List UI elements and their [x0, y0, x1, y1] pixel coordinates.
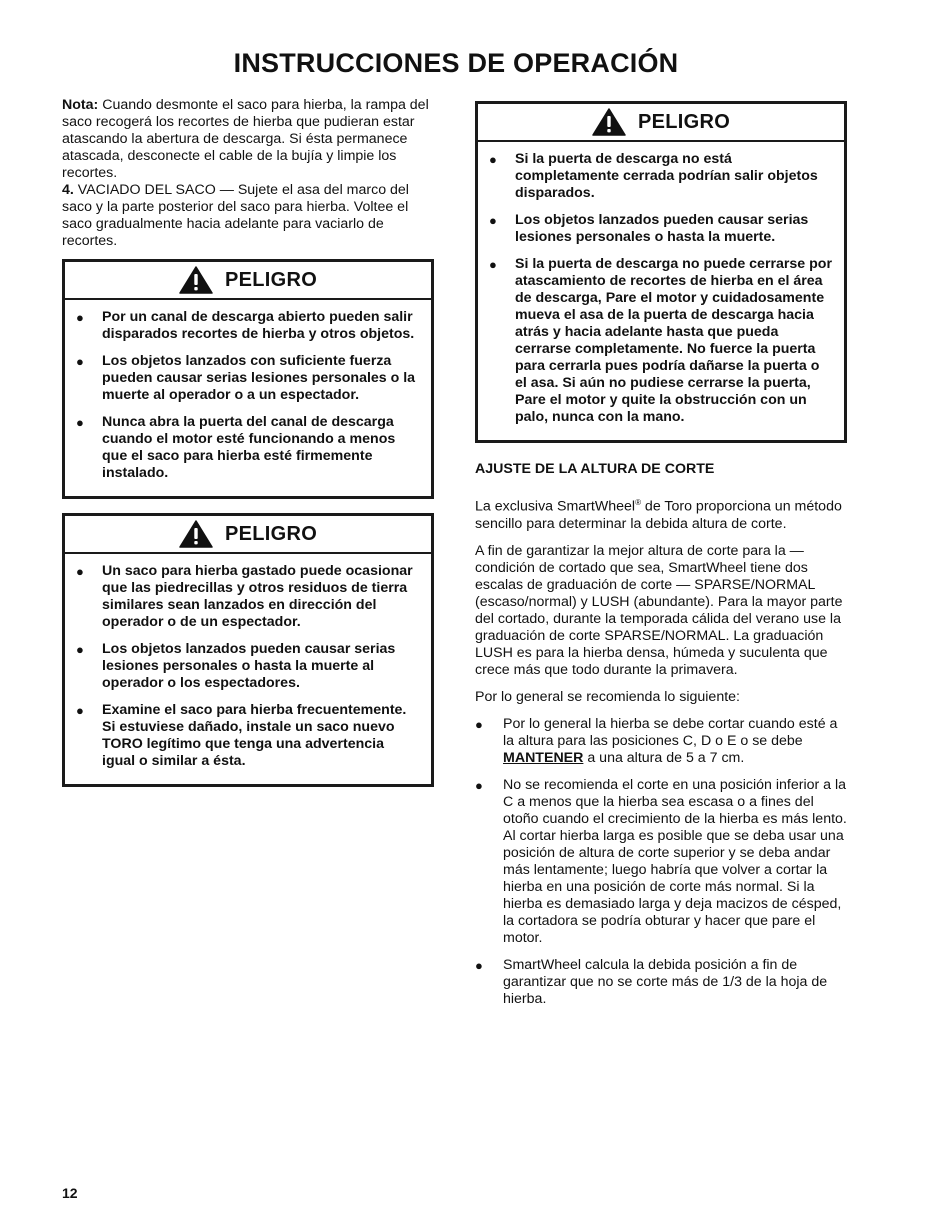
warning-item-text: Si la puerta de descarga no puede cerrarse por atascamiento de recortes de hierba en el área de descarga, Pare el motor y cuidadosamente mueva el asa de la puerta de descarga hacia atrás y hacia adelante hasta que pueda cerrarse completamente. No fuerce la puerta para cerrarla pues podría dañarse la puerta o el asa. Si aún no pudiese cerrarse la puerta, Pare el motor y quite la obstrucción con un palo, nunca con la mano. [515, 256, 832, 425]
bullet: ● [475, 777, 483, 793]
note-paragraph [62, 97, 434, 182]
warning-item [486, 151, 834, 202]
bullet: ● [76, 354, 84, 369]
warning-item-text: Los objetos lanzados pueden causar serias lesiones personales o hasta la muerte al operador o los espectadores. [102, 641, 396, 691]
bullet: ● [76, 703, 84, 718]
left-column [62, 97, 434, 787]
p1-start: La exclusiva SmartWheel [475, 498, 636, 515]
warning-box-discharge-chute [62, 259, 434, 499]
warning-list [65, 554, 431, 784]
note-text: Cuando desmonte el saco para hierba, la rampa del saco recogerá los recortes de hierba que pudieran estar atascando la abertura de descarga. Si ésta permanece atascada, desconecte el cable de la bujía y limpie los recortes. [62, 97, 429, 181]
list-item-text: No se recomienda el corte en una posición inferior a la C a menos que la hierba sea escasa o a fines del otoño cuando el crecimiento de la hierba es más lento. Al cortar hierba larga es posible que se deba usar una posición de altura de corte superior y se deba andar más lentamente; luego habría que volver a cortar la hierba en una posición de corte más normal. Si la hierba es demasiado larga y deja macizos de césped, la cortadora se podría obturar y hacer que pare el motor. [503, 776, 847, 946]
bullet: ● [475, 957, 483, 973]
bullet: ● [475, 716, 483, 732]
warning-triangle-icon [592, 108, 626, 136]
mantener-emphasis: MANTENER [503, 749, 584, 766]
warning-box-worn-bag [62, 513, 434, 787]
warning-label: PELIGRO [637, 110, 731, 133]
warning-item [73, 641, 421, 692]
warning-item [486, 256, 834, 426]
p1-end: de Toro proporciona un método sencillo para determinar la debida altura de corte. [475, 498, 842, 532]
warning-triangle-icon [179, 266, 213, 294]
section-paragraph-2: A fin de garantizar la mejor altura de corte para la — condición de cortado que sea, SmartWheel tiene dos escalas de graduación de corte — SPARSE/NORMAL (escaso/normal) y LUSH (abundante). Para la mayor parte del cortado, durante la temporada cálida del verano use la graduación de corte SPARSE/NORMAL. La graduación LUSH es para la hierba densa, húmeda y suculenta que crece más que todo durante la primavera. [475, 542, 843, 678]
page-number: 12 [62, 1185, 78, 1201]
registered-mark: ® [635, 498, 641, 507]
bullet1-end: a una altura de 5 a 7 cm. [583, 749, 745, 766]
warning-label: PELIGRO [224, 522, 318, 545]
section-heading: AJUSTE DE LA ALTURA DE CORTE [475, 461, 715, 477]
warning-label: PELIGRO [224, 268, 318, 291]
right-column [475, 101, 847, 1018]
warning-header [478, 104, 844, 142]
list-item [475, 777, 847, 947]
bullet: ● [489, 257, 497, 272]
warning-header [65, 516, 431, 554]
recommendation-list [475, 716, 847, 1008]
warning-item [486, 212, 834, 246]
warning-item [73, 702, 421, 770]
step-number: 4. [62, 182, 74, 198]
list-item-text: SmartWheel calcula la debida posición a fin de garantizar que no se corte más de 1/3 de la hoja de hierba. [503, 956, 828, 1007]
list-item-text [503, 716, 847, 767]
warning-item [73, 414, 421, 482]
step-text: VACIADO DEL SACO — Sujete el asa del marco del saco y la parte posterior del saco para hierba. Voltee el saco gradualmente hacia adelante para vaciarlo de recortes. [62, 182, 409, 249]
section-paragraph-1 [475, 494, 847, 533]
warning-item [73, 563, 421, 631]
warning-box-discharge-door [475, 101, 847, 443]
bullet: ● [76, 310, 84, 325]
bullet: ● [489, 213, 497, 228]
warning-list [65, 300, 431, 496]
list-item [475, 957, 847, 1008]
step-4-paragraph [62, 182, 434, 250]
warning-item-text: Nunca abra la puerta del canal de descarga cuando el motor esté funcionando a menos que el saco para hierba esté firmemente instalado. [102, 414, 396, 481]
warning-item [73, 309, 421, 343]
warning-item-text: Por un canal de descarga abierto pueden salir disparados recortes de hierba y otros objetos. [102, 309, 415, 342]
warning-item-text: Examine el saco para hierba frecuentemente. Si estuviese dañado, instale un saco nuevo TORO legítimo que tenga una advertencia igual o similar a ésta. [102, 702, 407, 769]
warning-item [73, 353, 421, 404]
warning-header [65, 262, 431, 300]
page-title: INSTRUCCIONES DE OPERACIÓN [233, 48, 679, 78]
section-paragraph-3: Por lo general se recomienda lo siguiente: [475, 688, 740, 705]
warning-list [478, 142, 844, 440]
bullet: ● [76, 642, 84, 657]
warning-item-text: Los objetos lanzados con suficiente fuerza pueden causar serias lesiones personales o la muerte al operador o a un espectador. [102, 353, 416, 403]
warning-item-text: Si la puerta de descarga no está completamente cerrada podrían salir objetos disparados. [515, 151, 818, 201]
warning-item-text: Un saco para hierba gastado puede ocasionar que las piedrecillas y otros residuos de tierra similares sean lanzados en dirección del operador o de un espectador. [102, 563, 413, 630]
warning-item-text: Los objetos lanzados pueden causar serias lesiones personales o hasta la muerte. [515, 212, 809, 245]
bullet1-start: Por lo general la hierba se debe cortar cuando esté a la altura para las posiciones C, D o E o se debe [503, 715, 838, 749]
note-label: Nota: [62, 97, 99, 113]
bullet: ● [489, 152, 497, 167]
warning-triangle-icon [179, 520, 213, 548]
list-item [475, 716, 847, 767]
bullet: ● [76, 415, 84, 430]
bullet: ● [76, 564, 84, 579]
